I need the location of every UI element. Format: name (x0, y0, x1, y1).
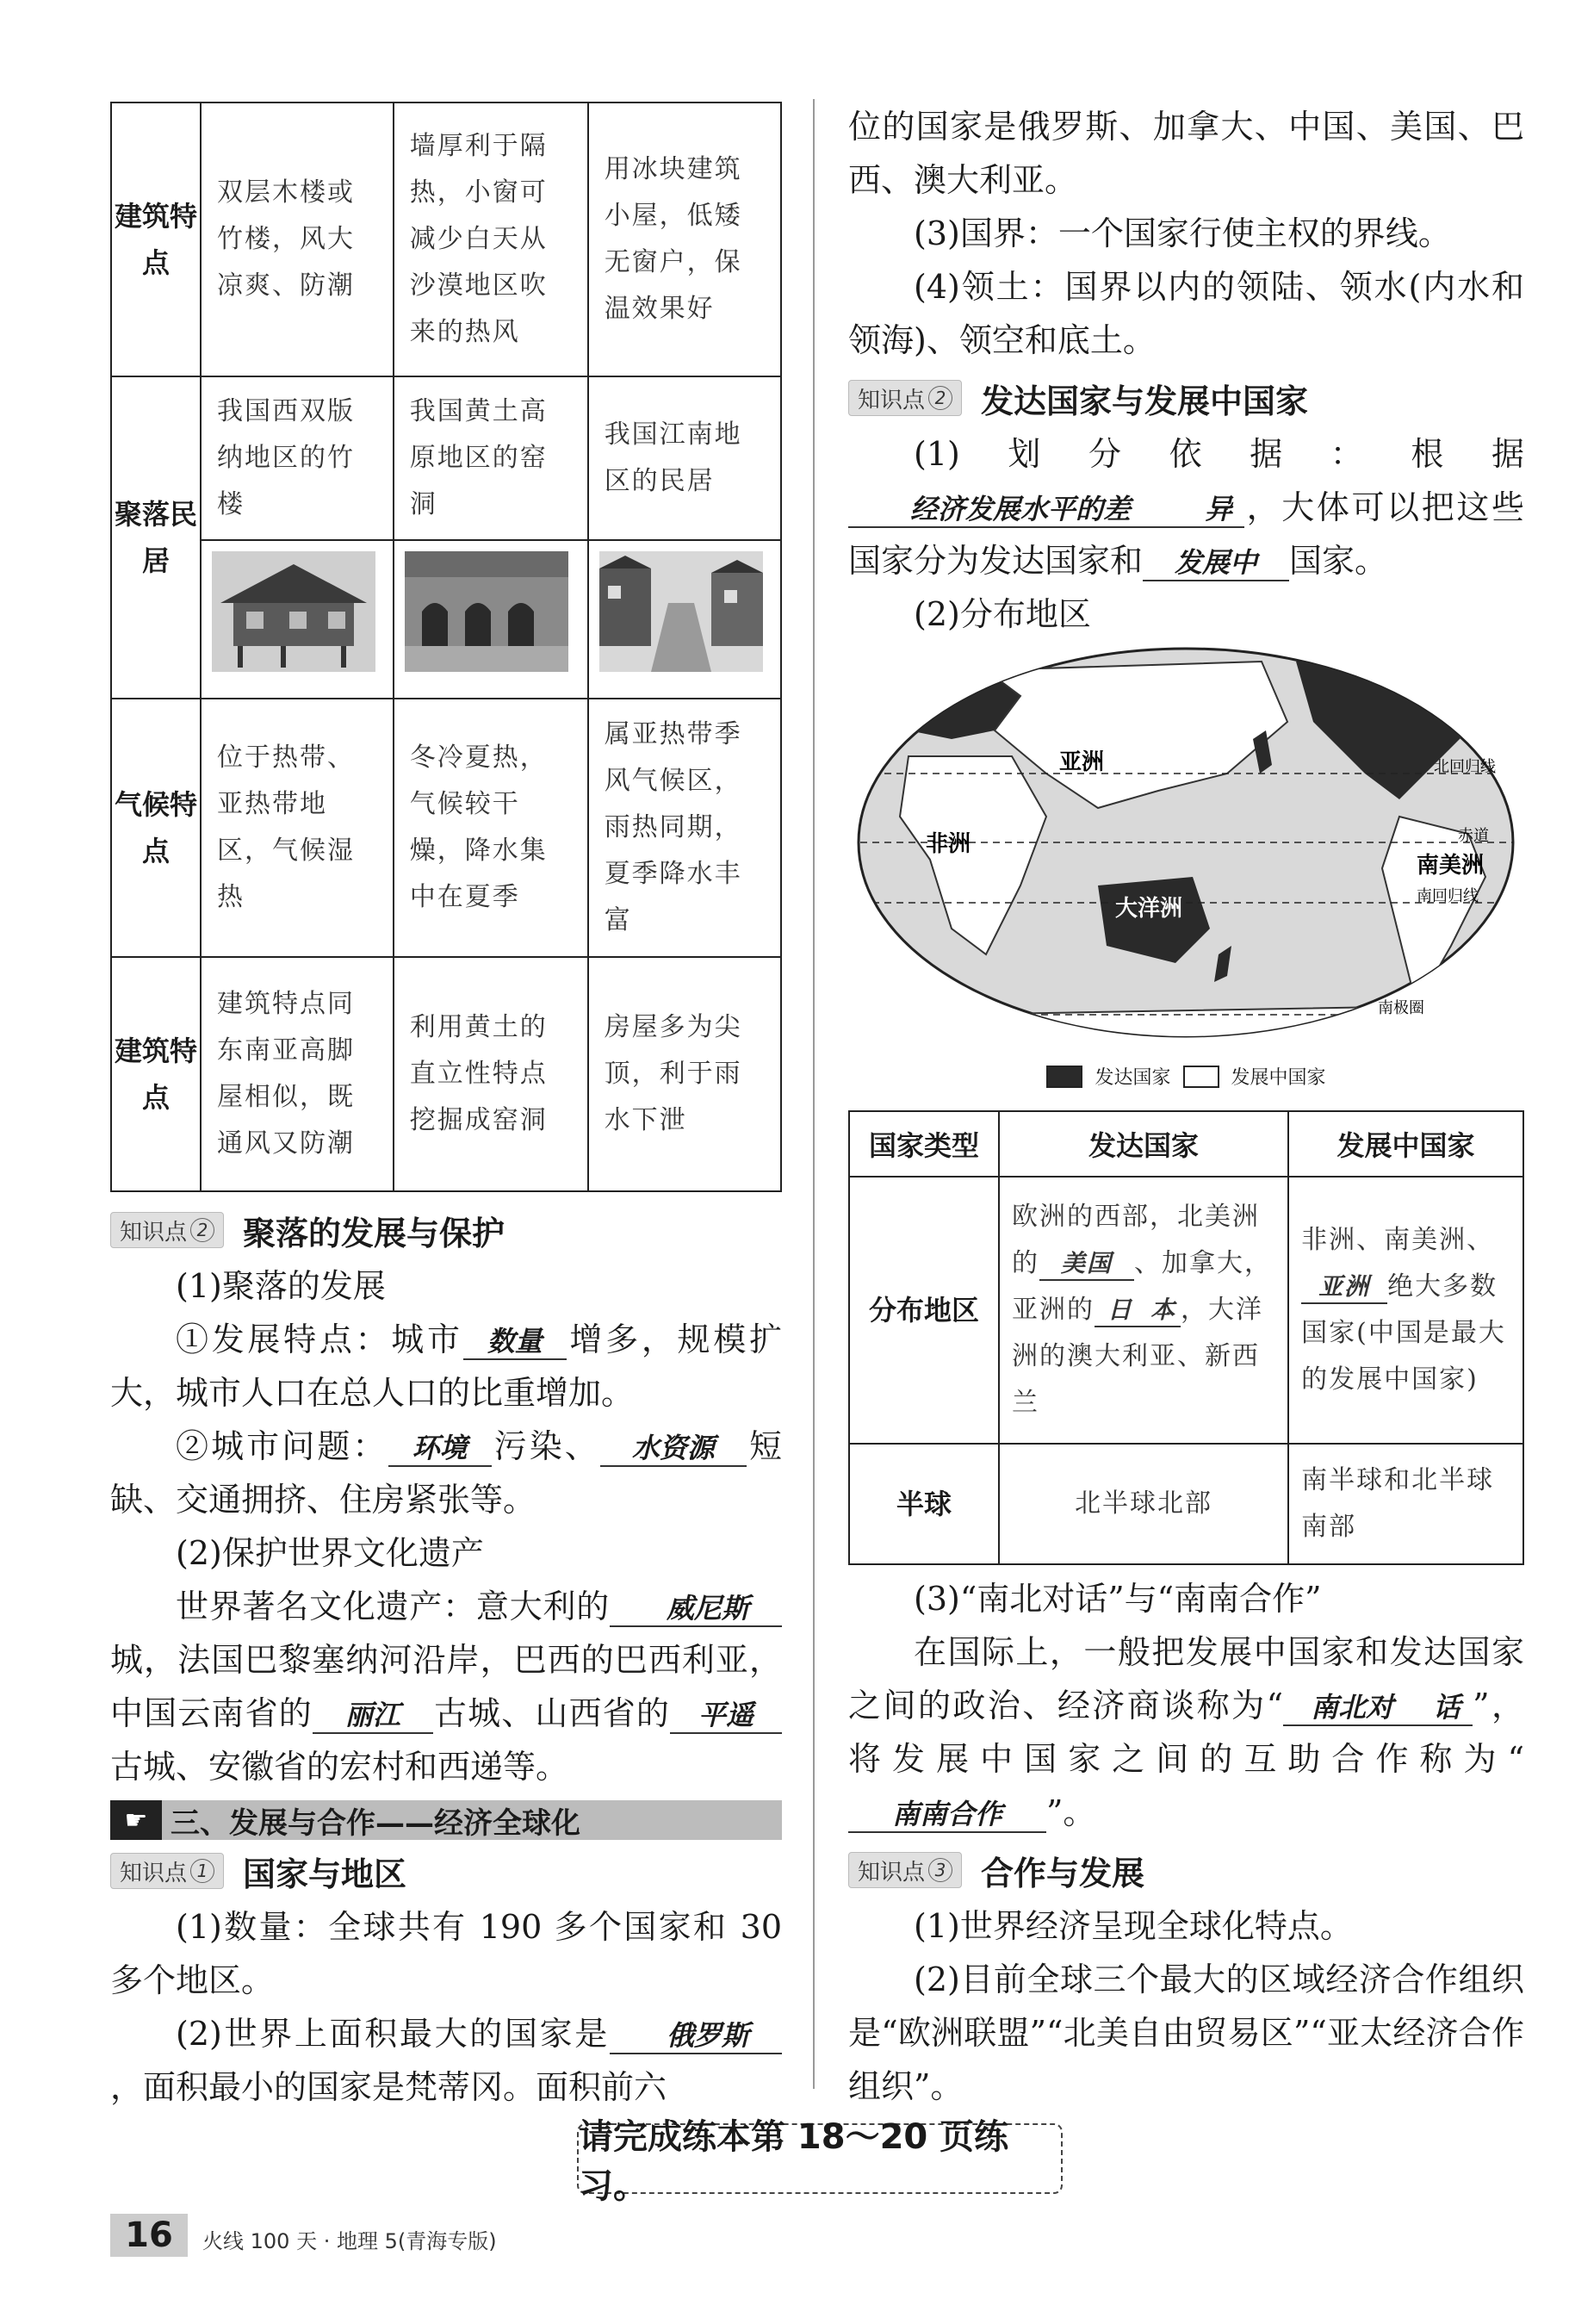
map-label: 非洲 (926, 831, 971, 857)
text: 古城、山西省的 (432, 1694, 670, 1732)
map-label: 大洋洲 (1115, 896, 1183, 922)
column-header: 发达国家 (999, 1111, 1288, 1177)
cell: 利用黄土的直立性特点挖掘成窑洞 (394, 957, 588, 1191)
paragraph: (4)领土：国界以内的领陆、领水(内水和领海)、领空和底土。 (848, 268, 1524, 359)
text: 城，法国巴黎塞纳河沿岸，巴西的巴西利亚，中国云南省的 (110, 1641, 782, 1732)
right-column (848, 0, 1524, 2113)
table-row (111, 376, 781, 540)
cell (1288, 1177, 1523, 1444)
knowledge-point-header (110, 1204, 782, 1256)
developed-swatch (1046, 1066, 1082, 1088)
map-label: 亚洲 (1059, 749, 1105, 775)
developing-swatch (1183, 1066, 1219, 1088)
text: ②城市问题： (176, 1427, 388, 1465)
tag-number: 2 (928, 386, 952, 410)
text: ，大洋洲的澳大利亚、新西兰 (1012, 1295, 1263, 1418)
cell: 冬冷夏热，气候较干燥，降水集中在夏季 (394, 699, 588, 957)
text: 世界著名文化遗产：意大利的 (176, 1588, 610, 1625)
answer-blank: 美国 (1039, 1248, 1134, 1281)
tag-label: 知识点 (858, 1859, 926, 1886)
paragraph (110, 1580, 782, 1793)
text: 绝大多数国家(中国是最大的发展中国家) (1301, 1271, 1506, 1395)
text: 欧洲的西部，北美洲的 (1012, 1202, 1260, 1278)
answer-blank: 本 (1146, 1295, 1181, 1327)
cell (999, 1177, 1288, 1444)
answer-blank: 平遥 (670, 1698, 782, 1734)
row-header: 聚落民居 (111, 376, 201, 699)
paragraph (848, 427, 1524, 587)
paragraph (110, 1420, 782, 1526)
text: ，大体可以把这些国家分为发达国家和 (848, 488, 1524, 580)
cell: 位于热带、亚热带地区，气候湿热 (201, 699, 394, 957)
table-row (111, 540, 781, 699)
cell: 房屋多为尖顶，利于雨水下泄 (588, 957, 781, 1191)
photo-cell (394, 540, 588, 699)
paragraph (848, 1625, 1524, 1839)
section-header (110, 1800, 782, 1840)
row-header: 分布地区 (849, 1177, 999, 1444)
row-header: 建筑特点 (111, 103, 201, 376)
map-label: 南美洲 (1417, 853, 1485, 879)
map-label: 南回归线 (1417, 887, 1479, 905)
text: ”，将发展中国家之间的互助合作称为“ (848, 1687, 1524, 1778)
answer-blank: 南北对 (1283, 1690, 1421, 1726)
cell: 我国西双版纳地区的竹楼 (201, 376, 394, 540)
map-label: 南极圈 (1378, 999, 1424, 1017)
knowledge-point-title: 聚落的发展与保护 (243, 1214, 505, 1252)
paragraph: (1)数量：全球共有 190 多个国家和 30 多个地区。 (110, 1908, 782, 1999)
map-legend (848, 1063, 1524, 1090)
answer-blank: 话 (1421, 1690, 1473, 1726)
answer-blank: 异 (1193, 492, 1244, 528)
column-header: 发展中国家 (1288, 1111, 1523, 1177)
answer-blank: 斯 (722, 1591, 782, 1627)
map-label: 赤道 (1458, 827, 1489, 845)
paragraph: (2)分布地区 (914, 595, 1091, 633)
answer-blank: 斯 (722, 2018, 782, 2054)
text: ①发展特点：城市 (176, 1320, 463, 1358)
paragraph: 位的国家是俄罗斯、加拿大、中国、美国、巴西、澳大利亚。 (848, 108, 1524, 199)
knowledge-point-tag (110, 1212, 224, 1248)
answer-blank: 水资源 (600, 1431, 747, 1467)
cell: 属亚热带季风气候区，雨热同期，夏季降水丰富 (588, 699, 781, 957)
answer-blank: 数量 (463, 1324, 567, 1360)
cell: 北半球北部 (999, 1444, 1288, 1564)
bamboo-house-photo (212, 551, 375, 672)
row-header: 半球 (849, 1444, 999, 1564)
knowledge-point-tag (848, 380, 962, 416)
knowledge-point-header (848, 1844, 1524, 1896)
answer-blank: 发展中 (1143, 545, 1289, 581)
table-row (111, 957, 781, 1191)
row-header: 建筑特点 (111, 957, 201, 1191)
cell: 用冰块建筑小屋，低矮无窗户，保温效果好 (588, 103, 781, 376)
row-header: 气候特点 (111, 699, 201, 957)
cell: 建筑特点同东南亚高脚屋相似，既通风又防潮 (201, 957, 394, 1191)
tag-label: 知识点 (120, 1219, 188, 1246)
hand-icon: ☛ (110, 1800, 162, 1840)
answer-blank: 丽江 (313, 1698, 433, 1734)
text: ”。 (1046, 1793, 1096, 1831)
paragraph (110, 1313, 782, 1420)
jiangnan-house-photo (599, 551, 763, 672)
text: (2)世界上面积最大的国家是 (176, 2015, 610, 2053)
answer-blank: 环境 (388, 1431, 492, 1467)
answer-blank: 日 (1095, 1295, 1146, 1327)
table-row (849, 1177, 1523, 1444)
legend-label: 发达国家 (1095, 1067, 1171, 1089)
exercise-note: 请完成练本第 18～20 页练习。 (577, 2123, 1063, 2194)
paragraph: (2)目前全球三个最大的区域经济合作组织是“欧洲联盟”“北美自由贸易区”“亚太经济合作组织”。 (848, 1960, 1524, 2105)
text: 在国际上，一般把发展中国家和发达国家之间的政治、经济商谈称为“ (848, 1633, 1524, 1724)
text: 污染、 (491, 1427, 600, 1465)
knowledge-point-tag (848, 1852, 962, 1888)
page-number: 16 (110, 2214, 188, 2257)
answer-blank: 南南合作 (848, 1797, 1046, 1833)
cell: 我国黄土高原地区的窑洞 (394, 376, 588, 540)
knowledge-point-tag (110, 1853, 224, 1889)
section-title: 三、发展与合作——经济全球化 (171, 1805, 580, 1841)
cell: 墙厚利于隔热，小窗可减少白天从沙漠地区吹来的热风 (394, 103, 588, 376)
text: ，面积最小的国家是梵蒂冈。面积前六 (110, 2068, 667, 2106)
knowledge-point-title: 国家与地区 (243, 1855, 407, 1893)
knowledge-point-header (848, 372, 1524, 424)
tag-number: 1 (190, 1859, 214, 1883)
antarctica-region (934, 1006, 1451, 1049)
paragraph: (1)世界经济呈现全球化特点。 (914, 1907, 1353, 1945)
knowledge-point-header (110, 1845, 782, 1897)
tag-label: 知识点 (858, 387, 926, 413)
left-column (110, 0, 782, 2114)
knowledge-point-title: 合作与发展 (981, 1854, 1145, 1892)
table-row (849, 1444, 1523, 1564)
paragraph: (1)聚落的发展 (176, 1267, 386, 1305)
text: 非洲、南美洲、 (1301, 1225, 1495, 1255)
table-row (111, 103, 781, 376)
legend-label: 发展中国家 (1231, 1067, 1326, 1089)
table-row (111, 699, 781, 957)
photo-cell (201, 540, 394, 699)
cell: 我国江南地区的民居 (588, 376, 781, 540)
tag-label: 知识点 (120, 1860, 188, 1886)
cell: 南半球和北半球南部 (1288, 1444, 1523, 1564)
world-map (848, 644, 1524, 1058)
table-header-row (849, 1111, 1523, 1177)
answer-blank: 俄罗 (610, 2018, 722, 2054)
answer-blank: 经济发展水平的差 (848, 492, 1193, 528)
text: 、加拿大，亚洲的 (1012, 1248, 1272, 1325)
map-label: 北回归线 (1434, 758, 1496, 776)
answer-blank: 亚洲 (1301, 1271, 1387, 1304)
cave-dwelling-photo (405, 551, 568, 672)
text: 国家。 (1289, 542, 1388, 580)
settlement-table (110, 102, 782, 1192)
photo-cell (588, 540, 781, 699)
knowledge-point-title: 发达国家与发展中国家 (981, 382, 1309, 420)
paragraph: (2)保护世界文化遗产 (176, 1534, 484, 1572)
text: (1)划分依据：根据 (914, 435, 1524, 473)
country-type-table (848, 1110, 1524, 1565)
text: 短缺、交通拥挤、住房紧张等。 (110, 1427, 782, 1519)
paragraph: (3)“南北对话”与“南南合作” (914, 1580, 1322, 1618)
text: 增多，规模扩大，城市人口在总人口的比重增加。 (110, 1320, 782, 1412)
paragraph (110, 2007, 782, 2114)
paragraph: (3)国界：一个国家行使主权的界线。 (914, 214, 1451, 252)
cell: 双层木楼或竹楼，风大凉爽、防潮 (201, 103, 394, 376)
column-divider (813, 99, 815, 2089)
world-map-figure (848, 644, 1524, 1090)
book-title: 火线 100 天 · 地理 5(青海专版) (202, 2229, 497, 2253)
answer-blank: 威尼 (610, 1591, 722, 1627)
tag-number: 2 (190, 1218, 214, 1242)
column-header: 国家类型 (849, 1111, 999, 1177)
text: 古城、安徽省的宏村和西递等。 (110, 1748, 569, 1786)
tag-number: 3 (928, 1858, 952, 1882)
